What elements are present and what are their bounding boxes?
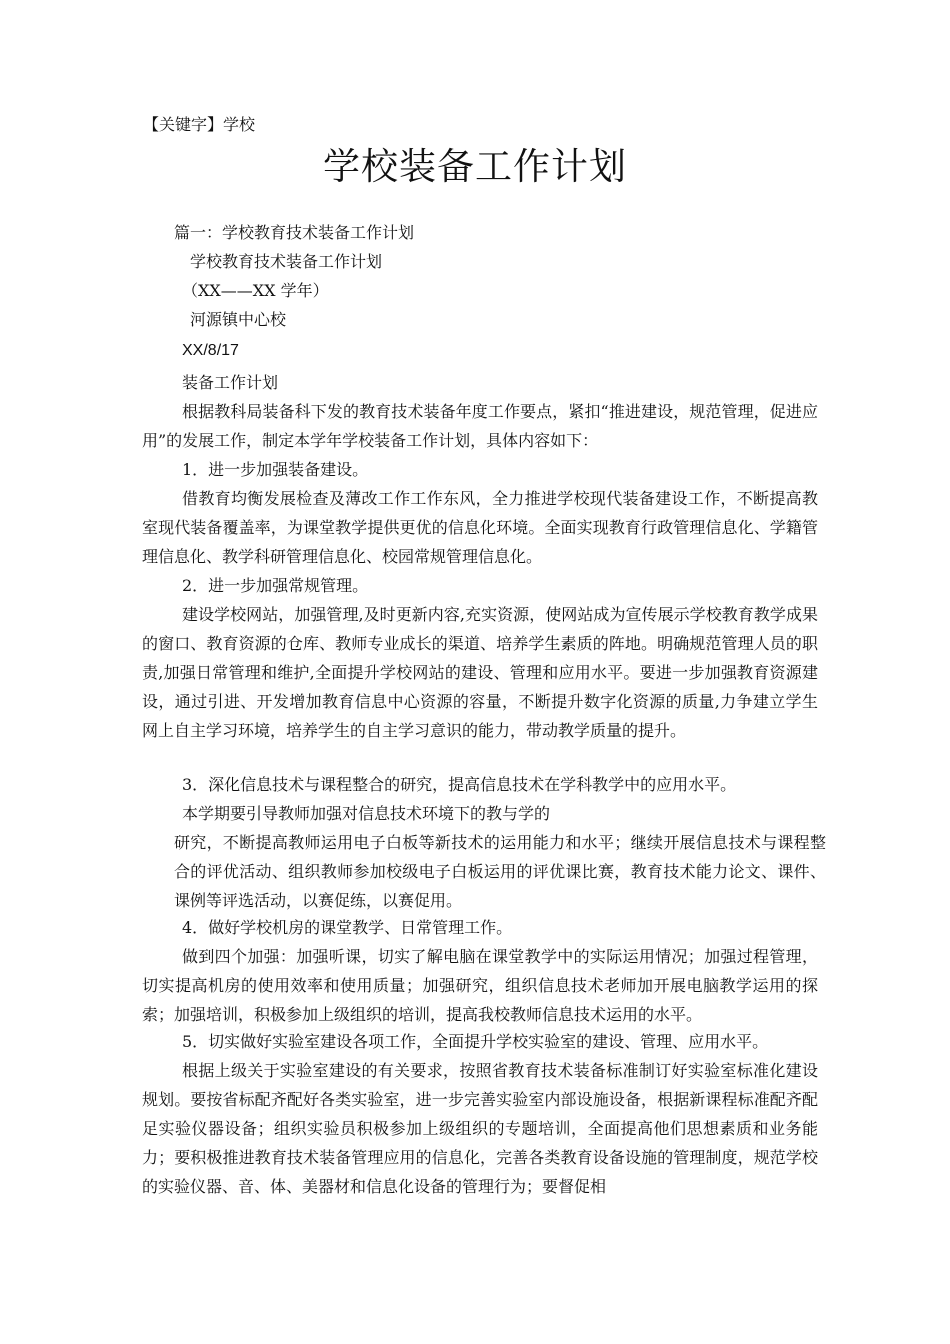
part-label: 篇一：学校教育技术装备工作计划 (174, 223, 415, 242)
section-body-3-first-line: 本学期要引导教师加强对信息技术环境下的教与学的 (182, 804, 551, 823)
keyword-line: 【关键字】学校 (143, 115, 256, 134)
plan-label: 装备工作计划 (182, 373, 279, 392)
document-date: XX/8/17 (182, 342, 239, 359)
section-heading-4: 4．做好学校机房的课堂教学、日常管理工作。 (182, 918, 513, 937)
school-name: 河源镇中心校 (190, 310, 287, 329)
sub-title: 学校教育技术装备工作计划 (190, 252, 383, 271)
section-body-4: 做到四个加强：加强听课，切实了解电脑在课堂教学中的实际运用情况；加强过程管理，切实提高机房的使用效率和使用质量；加强研究，组织信息技术老师加开展电脑教学运用的探索；加强培训，积极参加上级组织的培训，提高我校教师信息技术运用的水平。 (142, 947, 818, 1024)
school-year: （XX——XX 学年） (182, 281, 329, 300)
intro-paragraph: 根据教科局装备科下发的教育技术装备年度工作要点，紧扣“推进建设，规范管理，促进应用”的发展工作，制定本学年学校装备工作计划，具体内容如下： (142, 402, 818, 450)
document-title: 学校装备工作计划 (323, 145, 627, 188)
section-heading-1: 1．进一步加强装备建设。 (182, 460, 369, 479)
section-heading-3: 3．深化信息技术与课程整合的研究，提高信息技术在学科教学中的应用水平。 (182, 775, 737, 794)
section-body-5: 根据上级关于实验室建设的有关要求，按照省教育技术装备标准制订好实验室标准化建设规划。要按省标配齐配好各类实验室，进一步完善实验室内部设施设备，根据新课程标准配齐配足实验仪器设备；组织实验员积极参加上级组织的专题培训，全面提高他们思想素质和业务能力；要积极推进教育技术装备管理应用的信息化，完善各类教育设备设施的管理制度，规范学校的实验仪器、音、体、美器材和信息化设备的管理行为；要督促相 (142, 1061, 818, 1196)
section-body-2: 建设学校网站，加强管理,及时更新内容,充实资源，使网站成为宣传展示学校教育教学成果的窗口、教育资源的仓库、教师专业成长的渠道、培养学生素质的阵地。明确规范管理人员的职责,加强日常管理和维护,全面提升学校网站的建设、管理和应用水平。要进一步加强教育资源建设，通过引进、开发增加教育信息中心资源的容量，不断提升数字化资源的质量,力争建立学生网上自主学习环境，培养学生的自主学习意识的能力，带动教学质量的提升。 (142, 605, 818, 740)
section-heading-2: 2．进一步加强常规管理。 (182, 576, 369, 595)
section-heading-5: 5．切实做好实验室建设各项工作，全面提升学校实验室的建设、管理、应用水平。 (182, 1032, 769, 1051)
section-body-3: 研究，不断提高教师运用电子白板等新技术的运用能力和水平；继续开展信息技术与课程整合的评优活动、组织教师参加校级电子白板运用的评优课比赛，教育技术能力论文、课件、课例等评选活动，以赛促练，以赛促用。 (174, 833, 826, 910)
section-body-1: 借教育均衡发展检查及薄改工作工作东风，全力推进学校现代装备建设工作，不断提高教室现代装备覆盖率，为课堂教学提供更优的信息化环境。全面实现教育行政管理信息化、学籍管理信息化、教学科研管理信息化、校园常规管理信息化。 (142, 489, 818, 566)
